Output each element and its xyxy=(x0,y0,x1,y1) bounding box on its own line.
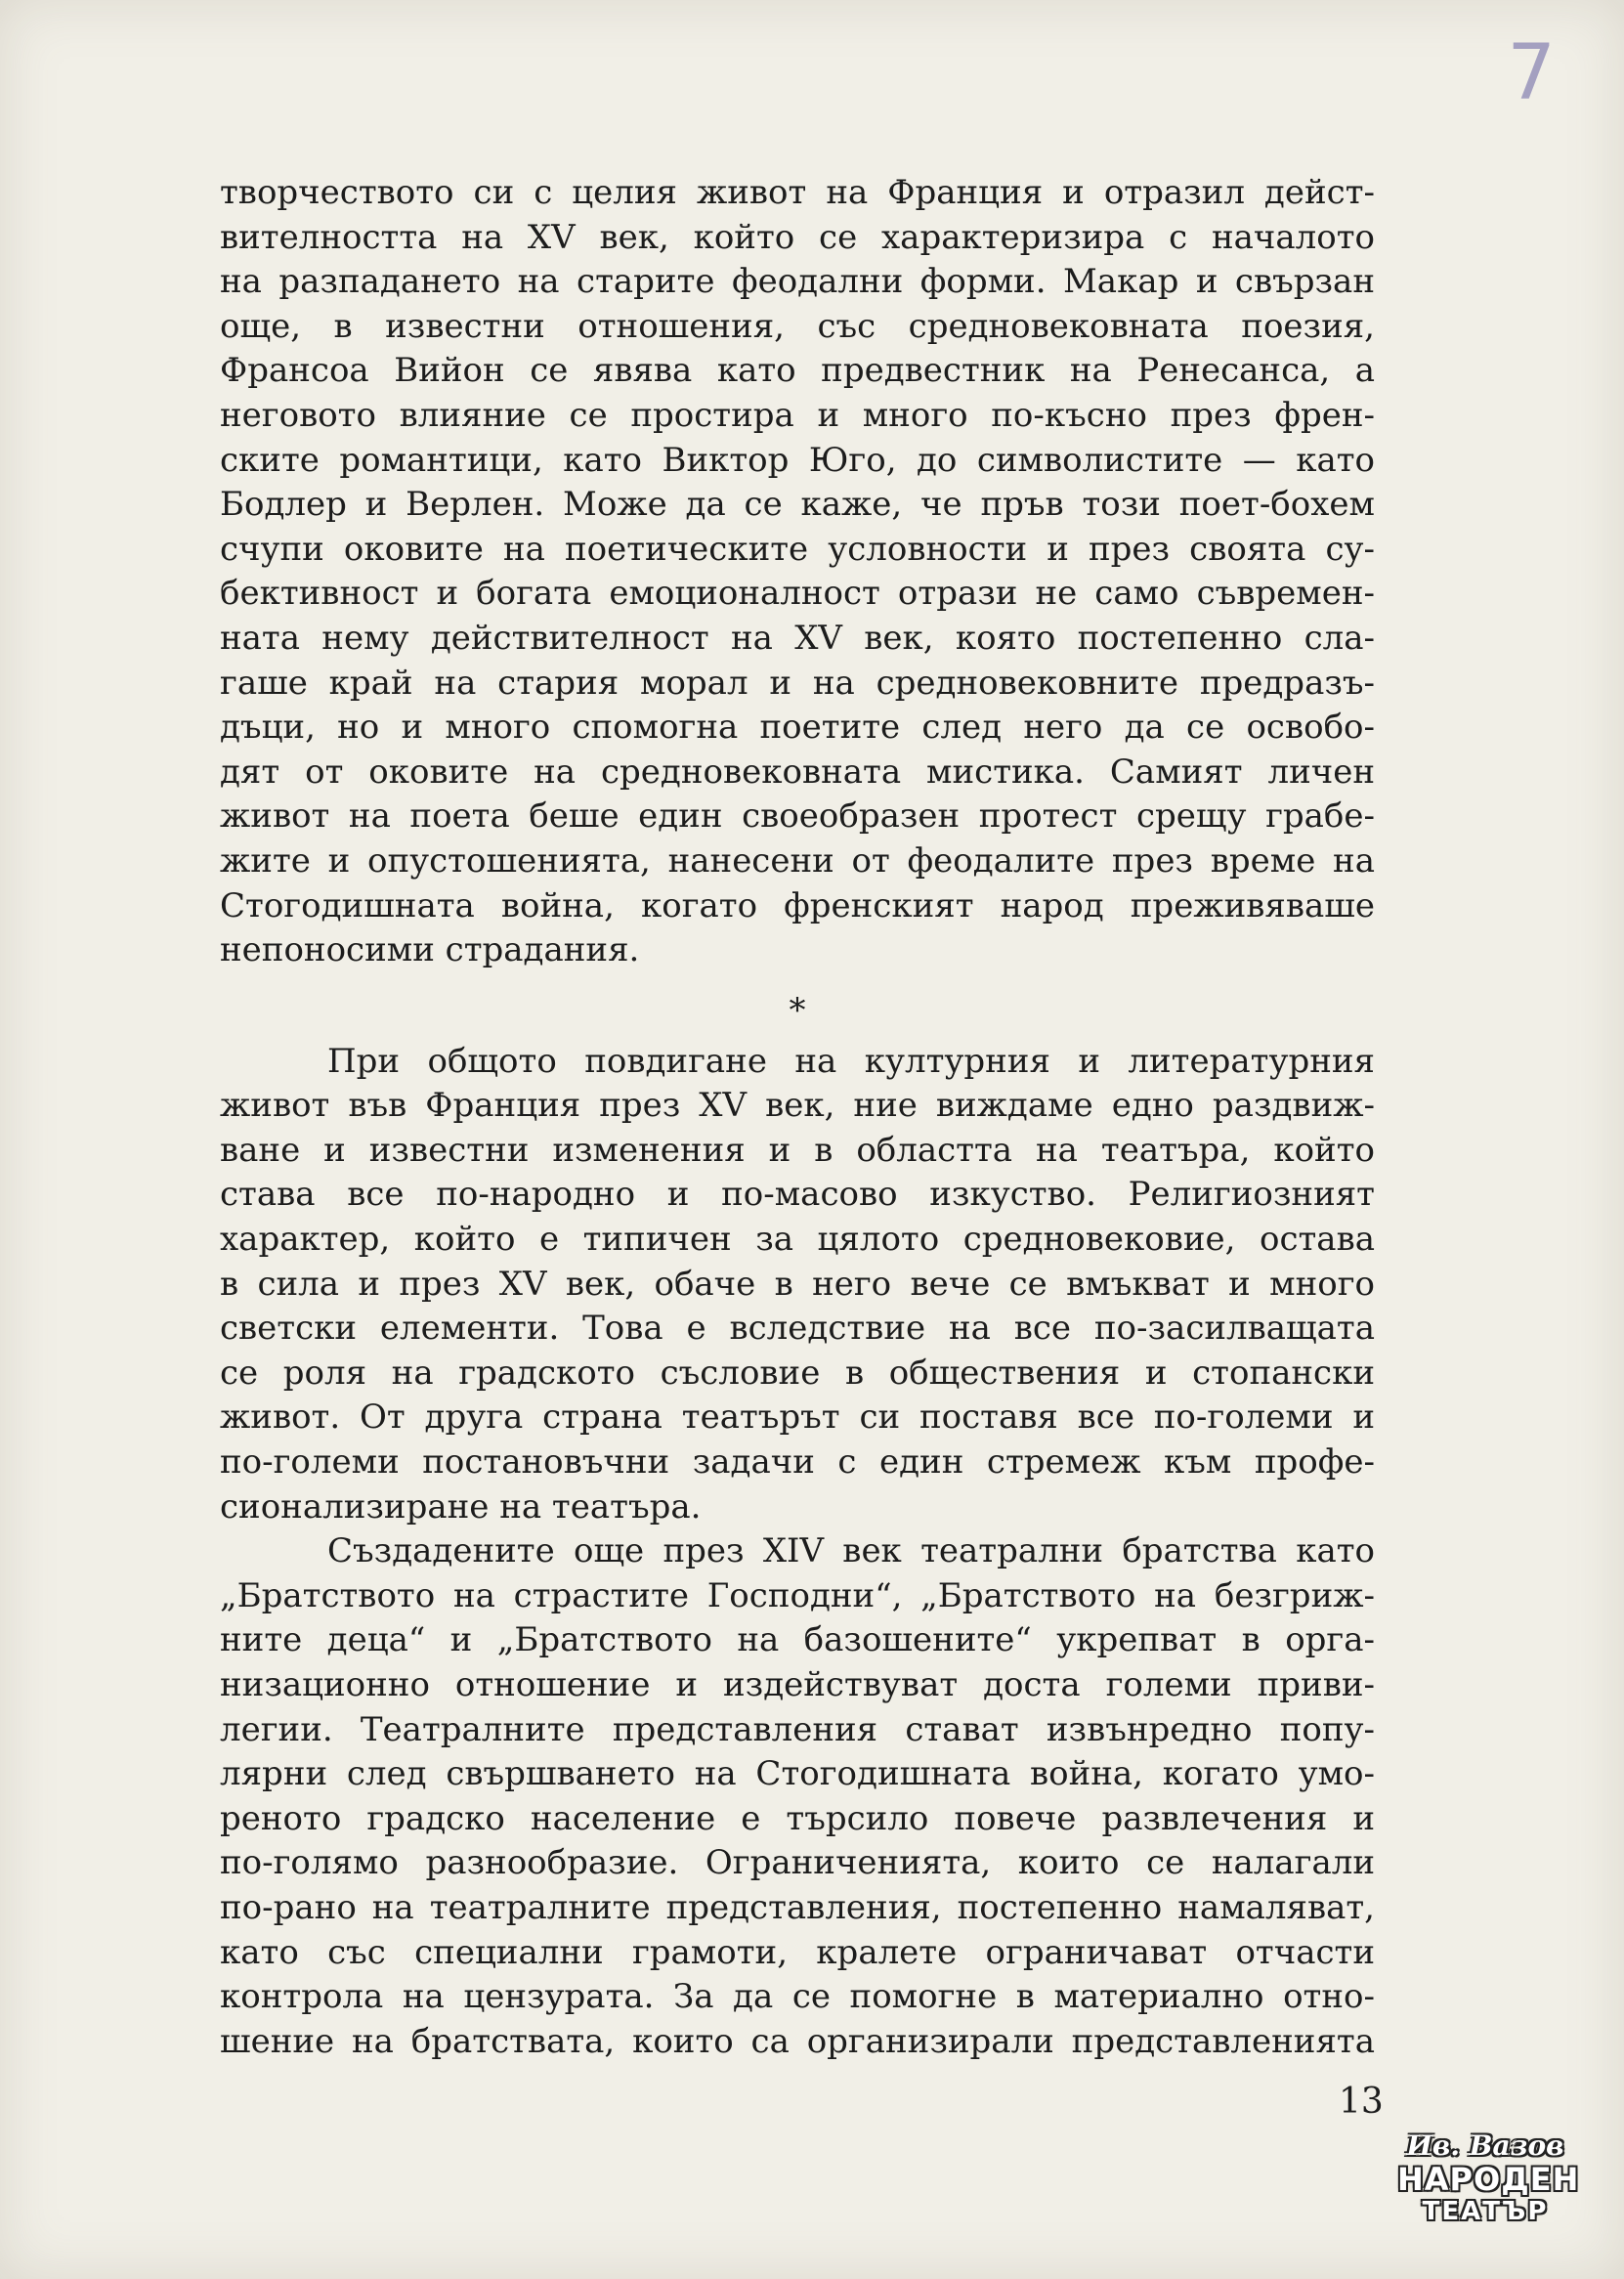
theatre-stamp-logo xyxy=(1397,2129,1580,2226)
text-line: При общото повдигане на културния и литературния xyxy=(327,1041,1375,1081)
page-number: 13 xyxy=(1339,2082,1384,2122)
text-line: по-голямо разнообразие. Ограниченията, които се налагали xyxy=(220,1843,1375,1883)
text-line: по-големи постановъчни задачи с един стремеж към профе- xyxy=(220,1442,1375,1483)
body-text xyxy=(220,171,1375,2064)
text-line: контрола на цензурата. За да се помогне в материално отно- xyxy=(220,1977,1375,2017)
text-line: „Братството на страстите Господни“, „Братството на безгриж- xyxy=(220,1575,1375,1615)
text-line: Бодлер и Верлен. Може да се каже, че пръв този поет-бохем xyxy=(220,485,1375,525)
stamp-signature: Ив. Вазов xyxy=(1406,2129,1564,2162)
text-line: се роля на градското съсловие в обществения и стопански xyxy=(220,1353,1375,1393)
text-line: легии. Театралните представления стават извънредно попу- xyxy=(220,1709,1375,1749)
text-line: става все по-народно и по-масово изкуство. Религиозният xyxy=(220,1175,1375,1215)
text-line: в сила и през XV век, обаче в него вече се вмъкват и много xyxy=(220,1264,1375,1304)
text-line: шение на братствата, които са организирали представленията xyxy=(220,2021,1375,2061)
text-line: на разпадането на старите феодални форми. Макар и свързан xyxy=(220,262,1375,302)
text-line: неговото влияние се простира и много по-късно през френ- xyxy=(220,395,1375,435)
stamp-line-1: НАРОДЕН xyxy=(1397,2161,1580,2198)
text-line: низационно отношение и издействуват доста големи приви- xyxy=(220,1665,1375,1704)
text-line: живот във Франция през XV век, ние виждаме едно раздвиж- xyxy=(220,1086,1375,1126)
paragraph-theatre xyxy=(220,1040,1375,1530)
text-line: Създадените още през XIV век театрални братства като xyxy=(327,1531,1375,1571)
text-line: характер, който е типичен за цялото средновековие, остава xyxy=(220,1220,1375,1260)
text-line: като със специални грамоти, кралете ограничават отчасти xyxy=(220,1932,1375,1972)
text-line: вителността на XV век, който се характеризира с началото xyxy=(220,217,1375,257)
text-line: счупи оковите на поетическите условности и през своята су- xyxy=(220,529,1375,569)
text-line: Стогодишната война, когато френският народ преживяваше xyxy=(220,885,1375,925)
text-line: живот. От друга страна театърът си поставя все по-големи и xyxy=(220,1398,1375,1438)
text-line: жите и опустошенията, нанесени от феодалите през време на xyxy=(220,840,1375,881)
stamp-line-2: ТЕАТЪР xyxy=(1422,2197,1549,2226)
paragraph-brotherhoods xyxy=(220,1529,1375,2064)
text-line: бективност и богата емоционалност отрази не само съвремен- xyxy=(220,574,1375,614)
text-line: още, в известни отношения, със средновековната поезия, xyxy=(220,306,1375,346)
text-line: ските романтици, като Виктор Юго, до символистите — като xyxy=(220,440,1375,480)
text-line: Франсоа Вийон се явява като предвестник на Ренесанса, а xyxy=(220,351,1375,391)
text-line: творчеството си с целия живот на Франция и отразил дейст- xyxy=(220,173,1375,212)
text-line: ване и известни изменения и в областта на театъра, който xyxy=(220,1130,1375,1170)
text-line: гаше край на стария морал и на средновековните предразъ- xyxy=(220,663,1375,703)
text-line: непоносими страдания. xyxy=(220,930,640,970)
text-line: ните деца“ и „Братството на базошените“ укрепват в орга- xyxy=(220,1620,1375,1660)
text-line: дят от оковите на средновековната мистика. Самият личен xyxy=(220,752,1375,792)
text-line: лярни след свършването на Стогодишната война, когато умо- xyxy=(220,1754,1375,1794)
section-separator: * xyxy=(789,990,806,1030)
text-line: живот на поета беше един своеобразен протест срещу грабе- xyxy=(220,796,1375,837)
text-line: реното градско население е търсило повече развлечения и xyxy=(220,1798,1375,1838)
text-line: светски елементи. Това е вследствие на все по-засилващата xyxy=(220,1309,1375,1349)
text-line: дъци, но и много спомогна поетите след него да се освобо- xyxy=(220,708,1375,748)
text-line: по-рано на театралните представления, постепенно намаляват, xyxy=(220,1887,1375,1927)
text-line: сионализиране на театъра. xyxy=(220,1486,702,1526)
paragraph-vijon xyxy=(220,171,1375,973)
handwritten-page-mark: 7 xyxy=(1507,29,1556,117)
text-line: ната нему действителност на XV век, която постепенно сла- xyxy=(220,618,1375,658)
